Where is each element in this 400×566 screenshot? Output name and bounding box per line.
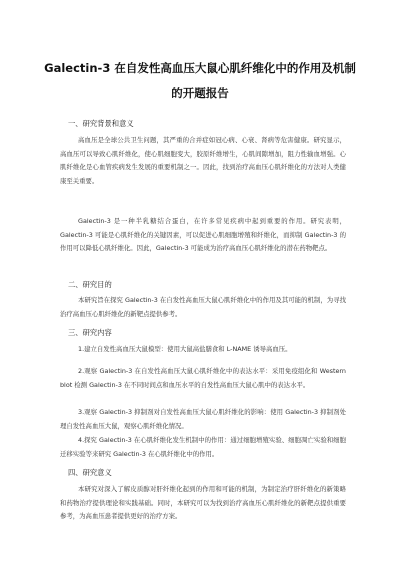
paragraph-background-2: Galectin-3 是一种半乳糖结合蛋白，在许多常见疾病中起到重要的作用。研究表明，Galectin-3 可能是心肌纤维化的关键因素，可以促进心肌细胞增殖和纤维化，而抑制 Galectin-3 的作用可以降低心肌纤维化。因此，Galectin-3 可能成为治疗高血压心肌纤维化的潜在药物靶点。	[60, 217, 346, 253]
section-heading-content: 三、研究内容	[68, 328, 112, 337]
section-heading-background: 一、研究背景和意义	[68, 119, 134, 128]
paragraph-significance: 本研究对深入了解皮质醇对肝纤维化起到的作用和可能的机制，为制定治疗肝纤维化的新策略和药物治疗提供理论和实践基础。同时，本研究可以为找到治疗高血压心肌纤维化的新靶点提供重要参考，为高血压患者提供更好的治疗方案。	[60, 485, 346, 521]
paragraph-background-1: 高血压是全球公共卫生问题，其严重的合并症如冠心病、心衰、肾病等危害健康。研究显示，高血压可以导致心肌纤维化，使心肌细胞变大，胶原纤维增生，心肌间隙增加，阻力性输血增强。心肌纤维化是心血管疾病发生发展的重要机制之一。因此，找到治疗高血压心肌纤维化的方法对人类健康至关重要。	[60, 136, 346, 186]
paragraph-content-4: 4.探究 Galectin-3 在心肌纤维化发生机制中的作用：通过细胞增殖实验、细胞凋亡实验和细胞迁移实验等来研究 Galectin-3 在心肌纤维化中的作用。	[60, 436, 346, 458]
section-heading-significance: 四、研究意义	[68, 468, 112, 477]
paragraph-purpose: 本研究旨在探究 Galectin-3 在自发性高血压大鼠心肌纤维化中的作用及其可能的机制，为寻找治疗高血压心肌纤维化的新靶点提供参考。	[60, 296, 346, 318]
paragraph-content-1: 1.建立自发性高血压大鼠模型：使用大鼠高盐膳食和 L-NAME 诱导高血压。	[78, 345, 292, 353]
section-heading-purpose: 二、研究目的	[68, 280, 112, 289]
paragraph-content-3: 3.观察 Galectin-3 抑制剂对自发性高血压大鼠心肌纤维化的影响：使用 Galectin-3 抑制剂处理自发性高血压大鼠，观察心肌纤维化情况。	[60, 408, 346, 430]
paragraph-content-2: 2.观察 Galectin-3 在自发性高血压大鼠心肌纤维化中的表达水平：采用免疫组化和 Western blot 检测 Galectin-3 在不同时间点和血压水平的自发性高血压大鼠心肌中的表达水平。	[60, 367, 346, 389]
document-title: Galectin-3 在自发性高血压大鼠心肌纤维化中的作用及机制的开题报告	[44, 61, 356, 100]
